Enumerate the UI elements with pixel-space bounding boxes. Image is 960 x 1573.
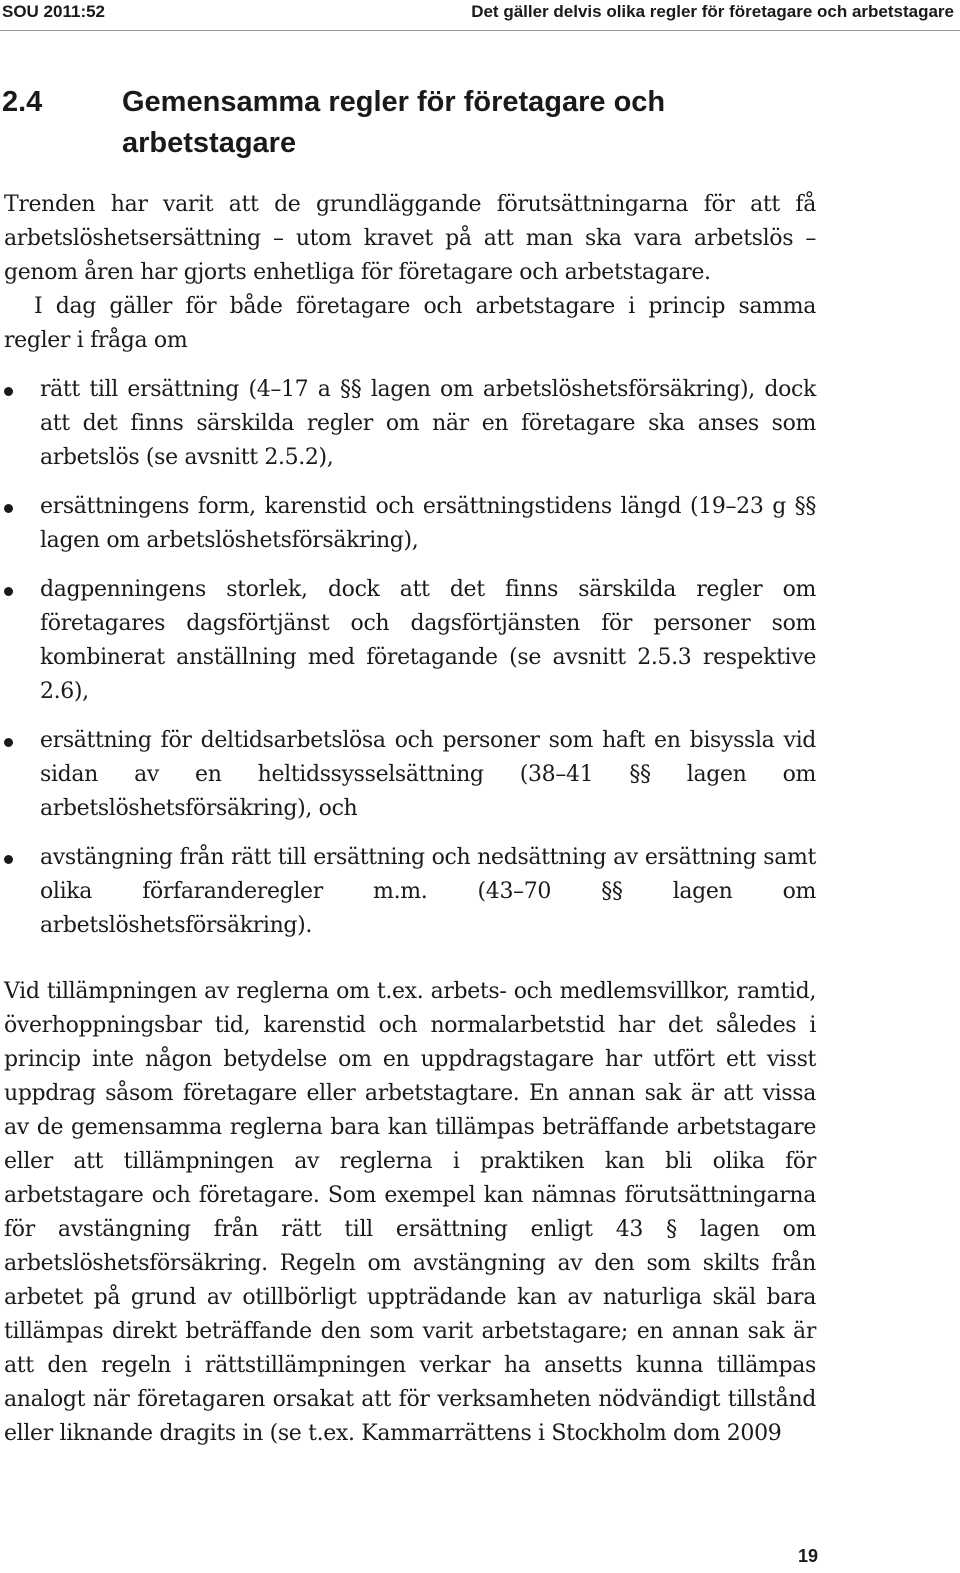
bullet-icon (4, 738, 13, 747)
chapter-title: Det gäller delvis olika regler för företagare och arbetstagare (471, 2, 954, 21)
intro-paragraph: Trenden har varit att de grundläggande förutsättningarna för att få arbetslöshetsersättning – utom kravet på att man ska vara arbetslös – genom åren har gjorts enhetliga för företagare och arbetstagare. (4, 192, 816, 285)
bullet-icon (4, 855, 13, 864)
section-number: 2.4 (2, 86, 43, 118)
report-reference: SOU 2011:52 (2, 2, 106, 21)
list-item-text: avstängning från rätt till ersättning och nedsättning av ersättning samt olika förfaranderegler m.m. (43–70 §§ lagen om arbetslöshetsförsäkring). (40, 845, 816, 938)
page-number: 19 (797, 1546, 818, 1566)
bullet-icon (4, 504, 13, 513)
list-item (4, 573, 816, 709)
bullet-icon (4, 387, 13, 396)
rules-list (4, 373, 816, 943)
list-item (4, 490, 816, 558)
body-text (4, 188, 816, 1451)
closing-paragraph: Vid tillämpningen av reglerna om t.ex. arbets- och medlemsvillkor, ramtid, överhoppningsbar tid, karenstid och normalarbetstid har det således i princip inte någon betydelse om en uppdragstagare har utfört ett visst uppdrag såsom företagare eller arbetstagtare. En annan sak är att vissa av de gemensamma reglerna bara kan tillämpas beträffande arbetstagare eller att tillämpningen av reglerna i praktiken kan bli olika för arbetstagare och företagare. Som exempel kan nämnas förutsättningarna för avstängning från rätt till ersättning enligt 43 § lagen om arbetslöshetsförsäkring. Regeln om avstängning av den som skilts från arbetet på grund av otillbörligt uppträdande kan av naturliga skäl bara tillämpas direkt beträffande den som varit arbetstagare; en annan sak är att den regeln i rättstillämpningen verkar ha ansetts kunna tillämpas analogt när företagaren orsakat att för verksamheten nödvändigt tillstånd eller liknande dragits in (se t.ex. Kammarrättens i Stockholm dom 2009 (4, 979, 816, 1446)
list-item-text: ersättningens form, karenstid och ersättningstidens längd (19–23 g §§ lagen om arbetslöshetsförsäkring), (40, 494, 816, 553)
section-title: Gemensamma regler för företagare och arbetstagare (122, 86, 666, 159)
running-header (0, 0, 960, 30)
header-divider (0, 30, 960, 31)
list-item (4, 841, 816, 943)
list-item-text: ersättning för deltidsarbetslösa och personer som haft en bisyssla vid sidan av en heltidssysselsättning (38–41 §§ lagen om arbetslöshetsförsäkring), och (40, 728, 816, 821)
list-item (4, 724, 816, 826)
bullet-icon (4, 587, 13, 596)
list-item (4, 373, 816, 475)
list-item-text: rätt till ersättning (4–17 a §§ lagen om arbetslöshetsförsäkring), dock att det finns särskilda regler om när en företagare ska anses som arbetslös (se avsnitt 2.5.2), (40, 377, 816, 470)
list-item-text: dagpenningens storlek, dock att det finns särskilda regler om företagares dagsförtjänst och dagsförtjänsten för personer som kombinerat anställning med företagande (se avsnitt 2.5.3 respektive 2.6), (40, 577, 816, 704)
lead-paragraph: I dag gäller för både företagare och arbetstagare i princip samma regler i fråga om (4, 294, 816, 353)
